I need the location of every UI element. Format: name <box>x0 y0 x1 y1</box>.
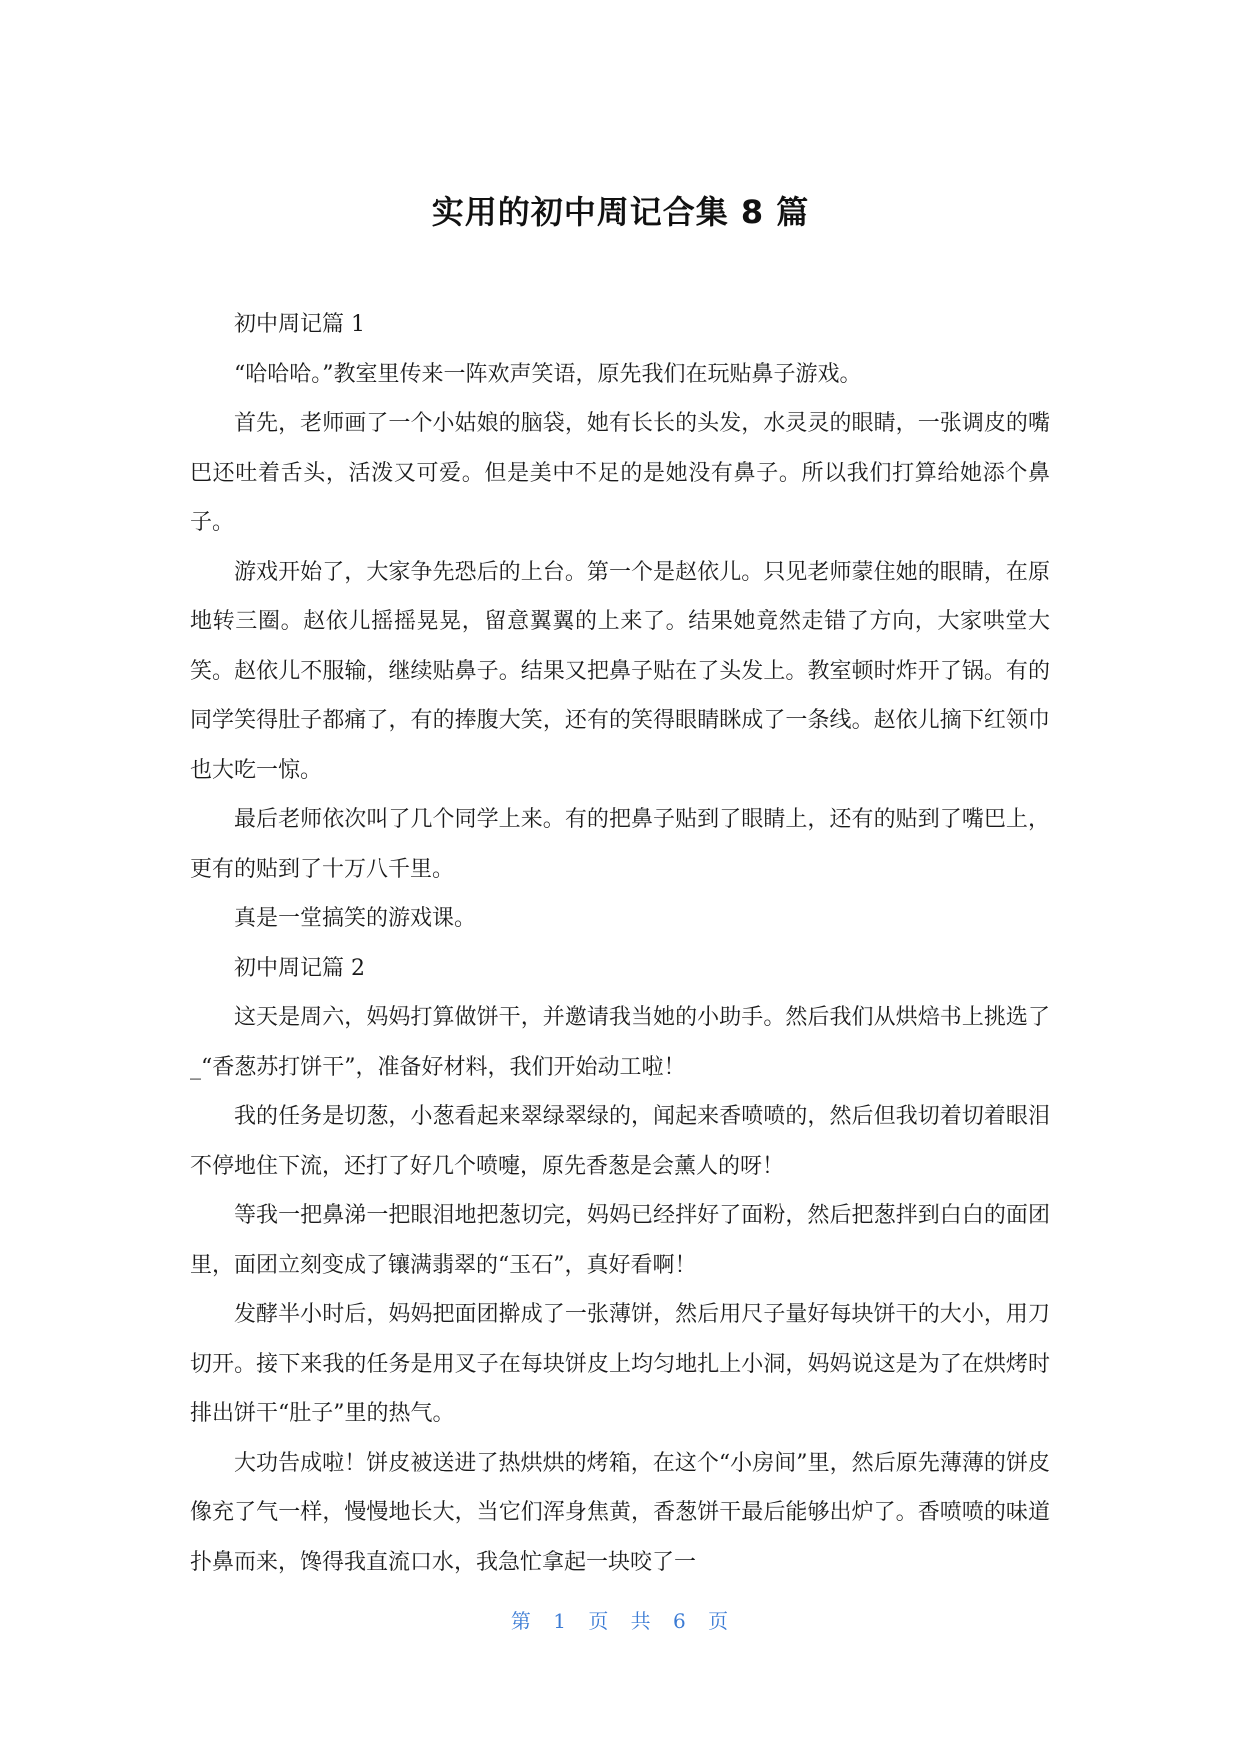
page-number-footer <box>0 1606 1241 1636</box>
document-title: 实用的初中周记合集 8 篇 <box>431 193 810 231</box>
body-paragraph: 这天是周六，妈妈打算做饼干，并邀请我当她的小助手。然后我们从烘焙书上挑选了_“香葱苏打饼干”，准备好材料，我们开始动工啦！ <box>190 1005 1050 1080</box>
section-heading: 初中周记篇 2 <box>234 955 365 981</box>
body-paragraph: 真是一堂搞笑的游戏课。 <box>234 906 477 931</box>
body-paragraph: 发酵半小时后，妈妈把面团擀成了一张薄饼，然后用尺子量好每块饼干的大小，用刀切开。接下来我的任务是用叉子在每块饼皮上均匀地扎上小洞，妈妈说这是为了在烘烤时排出饼干“肚子”里的热气。 <box>190 1302 1050 1426</box>
footer-text: 第 <box>510 1609 533 1633</box>
body-paragraph: 我的任务是切葱，小葱看起来翠绿翠绿的，闻起来香喷喷的，然后但我切着切着眼泪不停地住下流，还打了好几个喷嚏，原先香葱是会薰人的呀！ <box>190 1104 1050 1179</box>
body-paragraph: 等我一把鼻涕一把眼泪地把葱切完，妈妈已经拌好了面粉，然后把葱拌到白白的面团里，面团立刻变成了镶满翡翠的“玉石”，真好看啊！ <box>190 1203 1050 1278</box>
body-paragraph: 首先，老师画了一个小姑娘的脑袋，她有长长的头发，水灵灵的眼睛，一张调皮的嘴巴还吐着舌头，活泼又可爱。但是美中不足的是她没有鼻子。所以我们打算给她添个鼻子。 <box>190 411 1050 535</box>
current-page-number: 1 <box>553 1609 568 1633</box>
body-paragraph: “哈哈哈。”教室里传来一阵欢声笑语，原先我们在玩贴鼻子游戏。 <box>234 361 862 387</box>
total-page-count: 6 <box>673 1609 688 1633</box>
footer-text: 页 <box>708 1609 731 1633</box>
footer-text: 共 <box>630 1609 653 1633</box>
body-paragraph: 最后老师依次叫了几个同学上来。有的把鼻子贴到了眼睛上，还有的贴到了嘴巴上，更有的贴到了十万八千里。 <box>190 807 1050 882</box>
footer-text: 页 <box>588 1609 611 1633</box>
section-heading: 初中周记篇 1 <box>234 312 365 337</box>
document-body <box>190 300 1050 1587</box>
body-paragraph: 游戏开始了，大家争先恐后的上台。第一个是赵依儿。只见老师蒙住她的眼睛，在原地转三圈。赵依儿摇摇晃晃，留意翼翼的上来了。结果她竟然走错了方向，大家哄堂大笑。赵依儿不服输，继续贴鼻子。结果又把鼻子贴在了头发上。教室顿时炸开了锅。有的同学笑得肚子都痛了，有的捧腹大笑，还有的笑得眼睛眯成了一条线。赵依儿摘下红领巾也大吃一惊。 <box>190 559 1050 783</box>
body-paragraph: 大功告成啦！饼皮被送进了热烘烘的烤箱，在这个“小房间”里，然后原先薄薄的饼皮像充了气一样，慢慢地长大，当它们浑身焦黄，香葱饼干最后能够出炉了。香喷喷的味道扑鼻而来，馋得我直流口水，我急忙拿起一块咬了一 <box>190 1450 1050 1575</box>
